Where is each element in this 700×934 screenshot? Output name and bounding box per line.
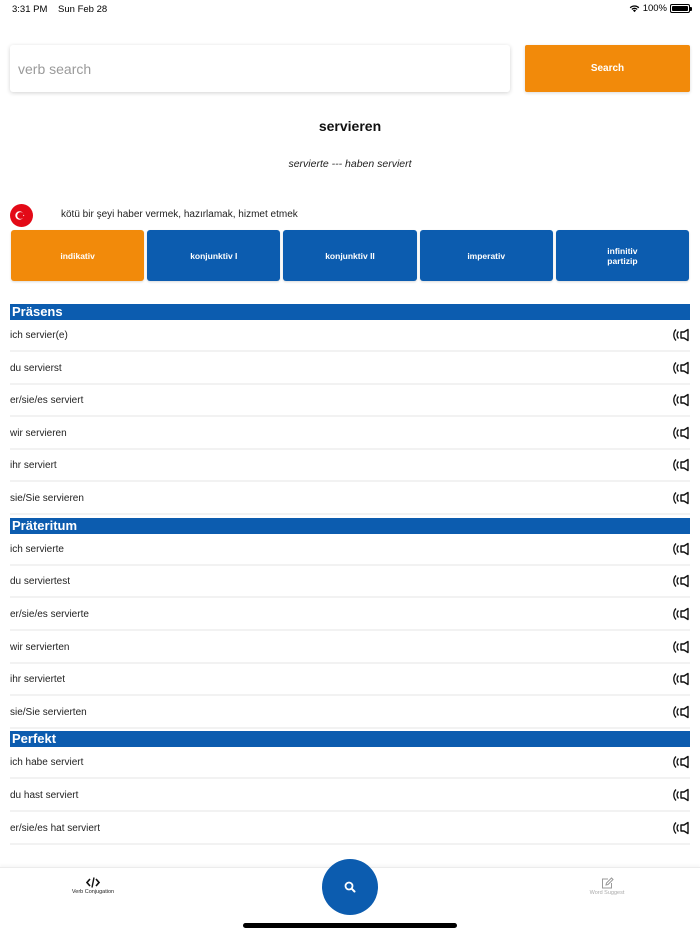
tab-label-line1: infinitiv <box>607 245 638 256</box>
conjugation-text: sie/Sie servierten <box>10 706 87 718</box>
tab-indikativ[interactable] <box>11 230 144 281</box>
conjugation-row <box>10 320 690 352</box>
search-button[interactable]: Search <box>525 45 690 92</box>
tab-label: imperativ <box>467 250 506 261</box>
conjugation-text: ich servier(e) <box>10 329 68 341</box>
speaker-icon[interactable] <box>672 755 690 769</box>
home-indicator <box>243 923 457 928</box>
conjugation-text: er/sie/es servierte <box>10 608 89 620</box>
mood-tabs <box>11 230 689 281</box>
tab-label: Verb Conjugation <box>71 889 115 895</box>
section-header-praeteritum: Präteritum <box>10 518 690 534</box>
search-icon <box>344 881 356 893</box>
conjugation-text: ich habe serviert <box>10 756 84 768</box>
tab-label-line2: partizip <box>607 255 638 266</box>
status-bar <box>0 0 700 18</box>
code-icon <box>86 877 100 888</box>
battery-percent: 100% <box>642 3 667 14</box>
conjugation-text: du serviertest <box>10 575 71 587</box>
conjugation-text: du hast serviert <box>10 789 79 801</box>
speaker-icon[interactable] <box>672 607 690 621</box>
speaker-icon[interactable] <box>672 393 690 407</box>
conjugation-row <box>10 599 690 631</box>
conjugation-text: wir servierten <box>10 641 70 653</box>
battery-icon <box>670 4 690 13</box>
tab-konjunktiv-2[interactable] <box>283 230 416 281</box>
conjugation-text: ich servierte <box>10 543 64 555</box>
speaker-icon[interactable] <box>672 821 690 835</box>
conjugation-text: ihr serviert <box>10 459 57 471</box>
conjugation-row <box>10 747 690 779</box>
tab-label: Word Suggest <box>589 890 625 896</box>
tab-label: konjunktiv II <box>325 250 375 261</box>
tab-konjunktiv-1[interactable] <box>147 230 280 281</box>
speaker-icon[interactable] <box>672 361 690 375</box>
conjugation-row <box>10 450 690 482</box>
speaker-icon[interactable] <box>672 328 690 342</box>
verb-infinitive: servieren <box>318 118 382 134</box>
conjugation-text: wir servieren <box>10 427 67 439</box>
speaker-icon[interactable] <box>672 491 690 505</box>
verb-search-input[interactable] <box>10 45 510 92</box>
tab-verb-conjugation[interactable] <box>62 877 124 895</box>
speaker-icon[interactable] <box>672 640 690 654</box>
status-date: Sun Feb 28 <box>58 4 108 15</box>
conjugation-row <box>10 780 690 812</box>
verb-principal-forms: servierte --- haben serviert <box>288 158 412 170</box>
section-header-perfekt: Perfekt <box>10 731 690 747</box>
conjugation-row <box>10 385 690 417</box>
conjugation-text: er/sie/es hat serviert <box>10 822 101 834</box>
conjugation-row <box>10 353 690 385</box>
section-header-praesens: Präsens <box>10 304 690 320</box>
speaker-icon[interactable] <box>672 788 690 802</box>
turkish-flag-icon <box>10 204 33 227</box>
conjugation-text: ihr serviertet <box>10 673 66 685</box>
conjugation-row <box>10 418 690 450</box>
tab-label: konjunktiv I <box>190 250 238 261</box>
conjugation-row <box>10 566 690 598</box>
search-fab-button[interactable] <box>322 859 378 915</box>
conjugation-row <box>10 534 690 566</box>
status-time: 3:31 PM <box>12 4 48 15</box>
wifi-icon <box>629 4 640 13</box>
tab-imperativ[interactable] <box>420 230 553 281</box>
tab-word-suggest[interactable] <box>576 877 638 896</box>
conjugation-row <box>10 813 690 845</box>
edit-icon <box>601 877 614 889</box>
conjugation-row <box>10 632 690 664</box>
speaker-icon[interactable] <box>672 705 690 719</box>
speaker-icon[interactable] <box>672 542 690 556</box>
speaker-icon[interactable] <box>672 574 690 588</box>
translation-text: kötü bir şeyi haber vermek, hazırlamak, hizmet etmek <box>61 209 298 220</box>
conjugation-row <box>10 483 690 515</box>
conjugation-text: sie/Sie servieren <box>10 492 84 504</box>
speaker-icon[interactable] <box>672 426 690 440</box>
tab-label: indikativ <box>60 250 95 261</box>
conjugation-row <box>10 697 690 729</box>
conjugation-text: er/sie/es serviert <box>10 394 84 406</box>
speaker-icon[interactable] <box>672 458 690 472</box>
speaker-icon[interactable] <box>672 672 690 686</box>
conjugation-row <box>10 664 690 696</box>
conjugation-text: du servierst <box>10 362 62 374</box>
tab-infinitiv-partizip[interactable] <box>556 230 689 281</box>
tab-label <box>607 246 637 266</box>
